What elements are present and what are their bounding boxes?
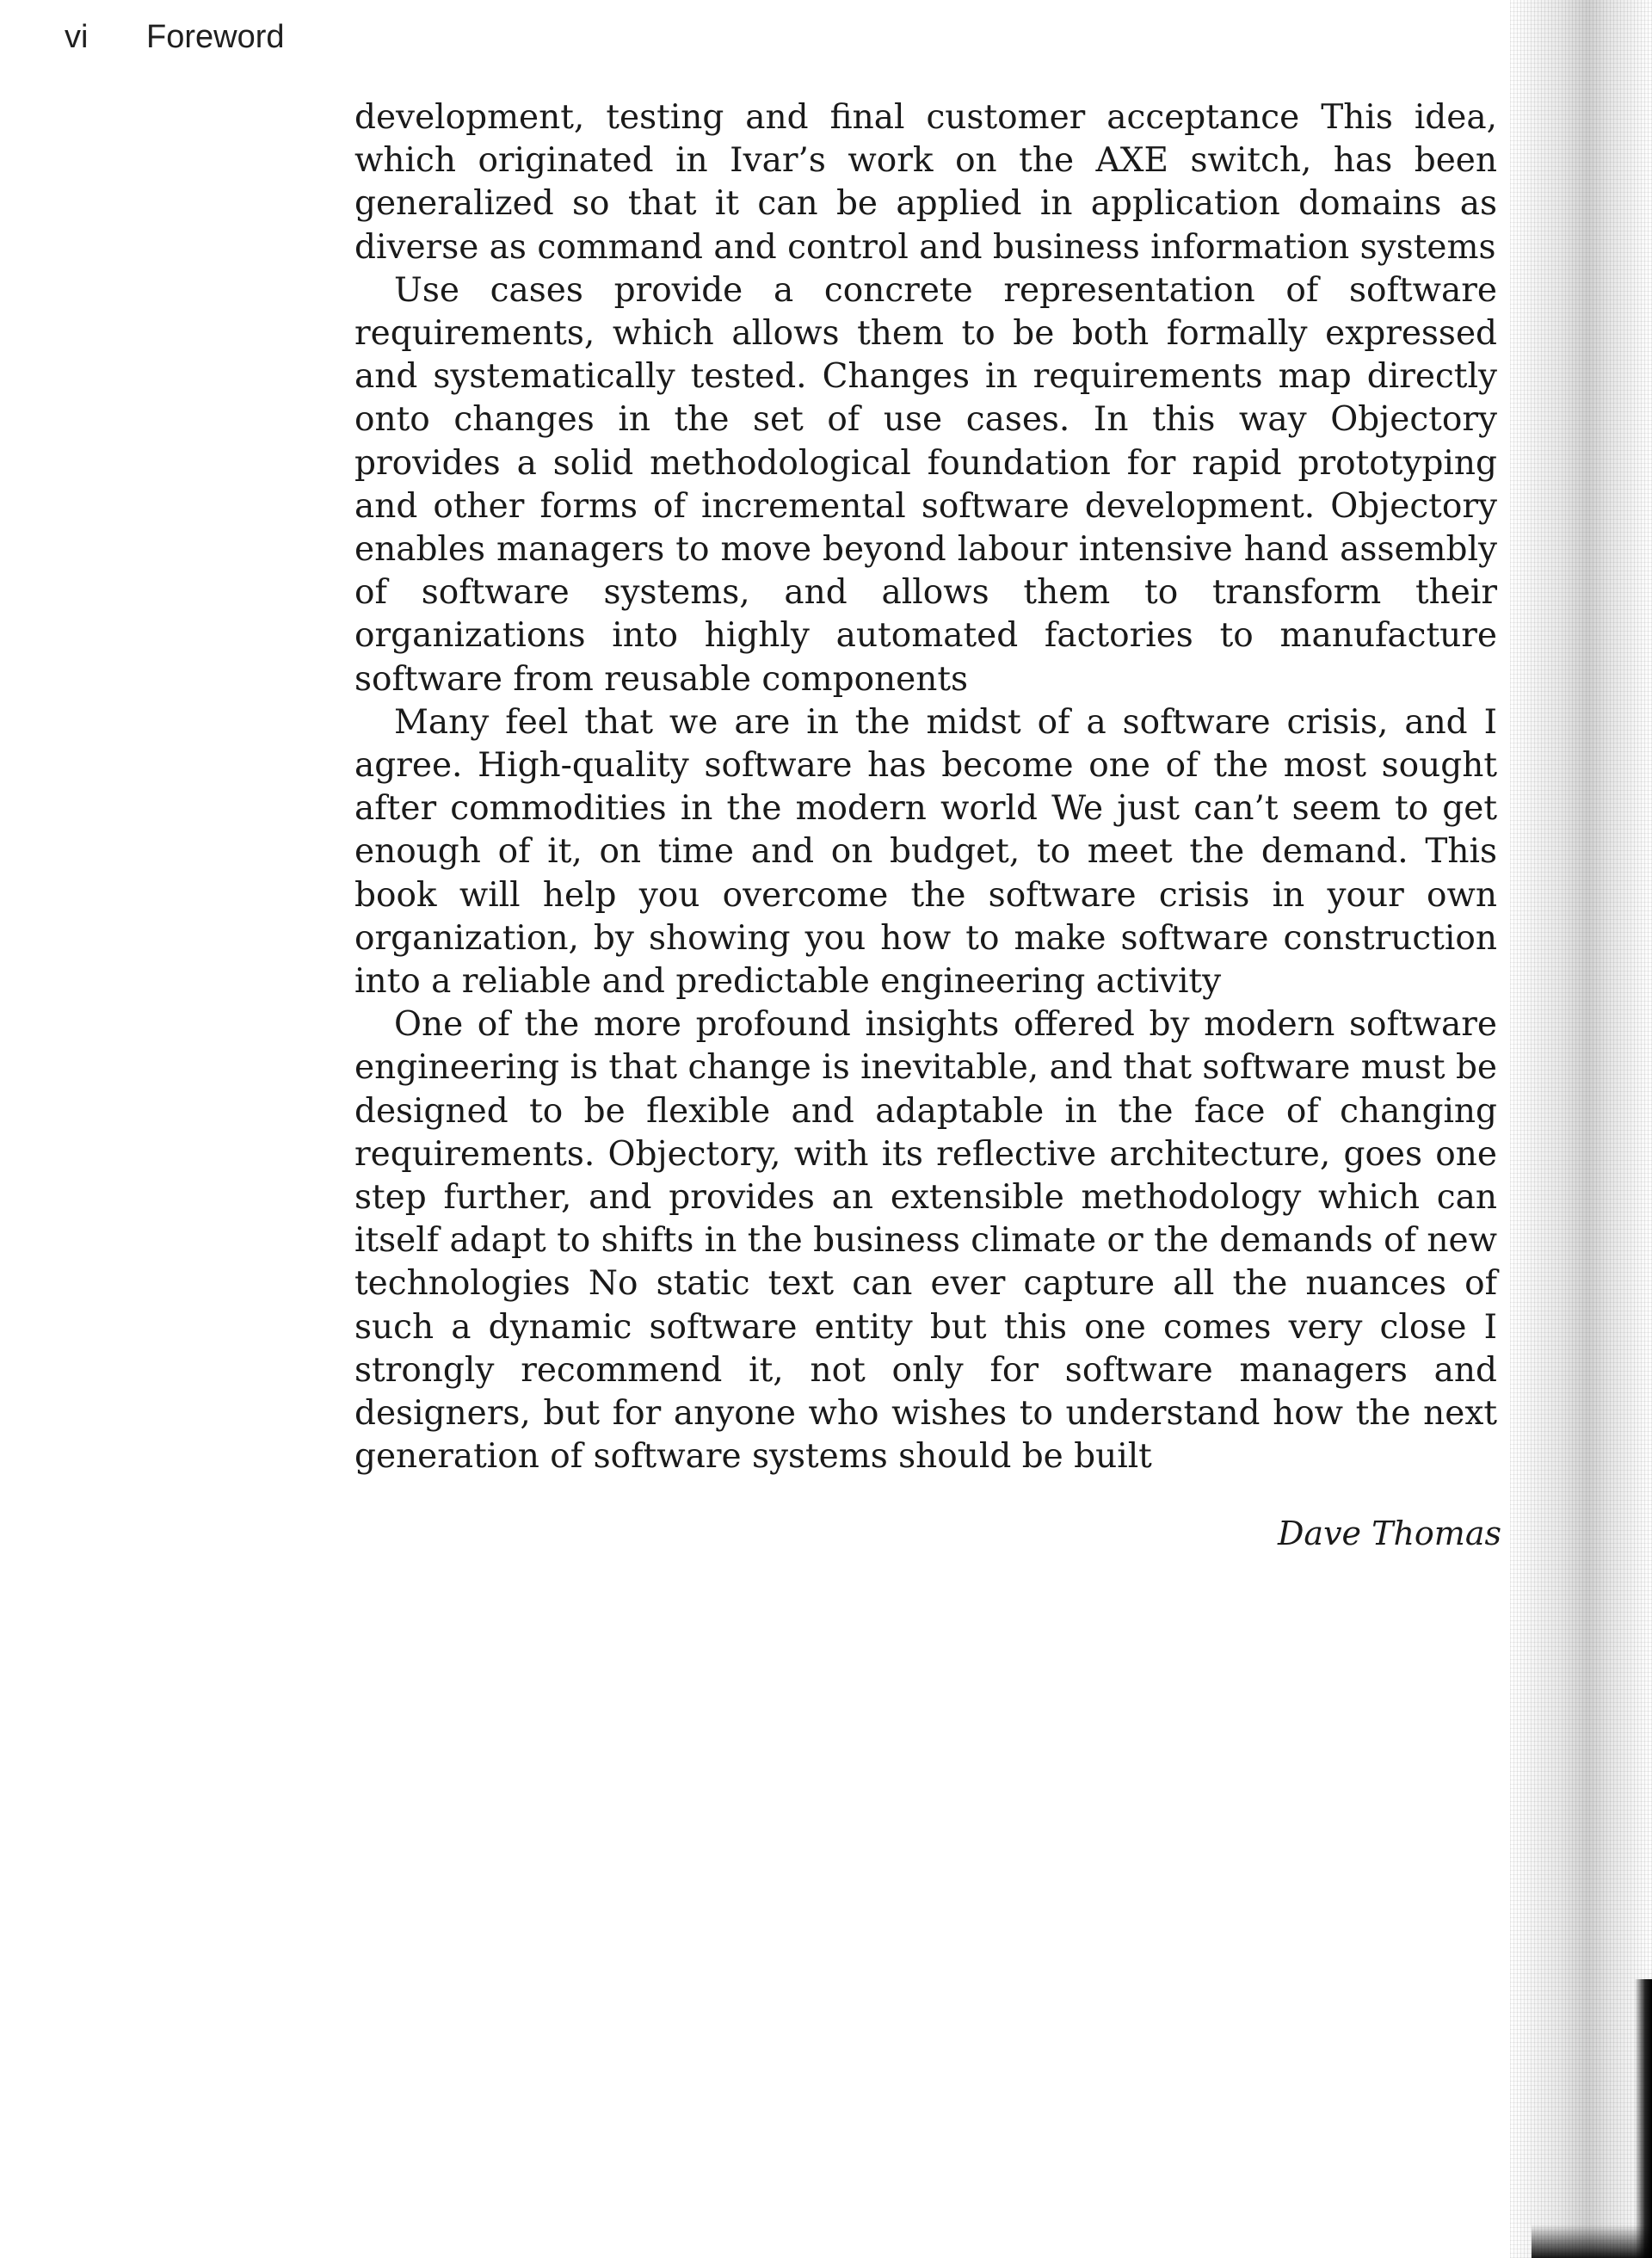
page-corner-shadow [1532,2224,1652,2258]
paragraph-software-crisis: Many feel that we are in the midst of a software crisis, and I agree. High-quality software has become one of the most sought after commodities in the modern world We just can’t seem to get enough of it, on time and on budget, to meet the demand. This book will help you overcome the software crisis in your own organization, by showing you how to make software construction into a reliable and predictable engineering activity [354,702,1497,1002]
paragraph-continued: development, testing and final customer acceptance This idea, which originated in Ivar’s work on the AXE switch, has been generalized so that it can be applied in application domains as diverse as command and control and business information systems [354,98,1497,267]
page-number: vi [65,19,89,55]
scan-texture [1510,0,1652,2258]
paragraph-use-cases: Use cases provide a concrete representation of software requirements, which allows them to be both formally expressed and systematically tested. Changes in requirements map directly onto changes in the set of use cases. In this way Objectory provides a solid methodological foundation for rapid prototyping and other forms of incremental software development. Objectory enables managers to move beyond labour intensive hand assembly of software systems, and allows them to transform their organizations into highly automated factories to manufacture software from reusable components [354,270,1497,699]
paragraph-change-inevitable: One of the more profound insights offered by modern software engineering is that change is inevitable, and that software must be designed to be flexible and adaptable in the face of changing requirements. Objectory, with its reflective architecture, goes one step further, and provides an extensible methodology which can itself adapt to shifts in the business climate or the demands of new technologies No static text can ever capture all the nuances of such a dynamic software entity but this one comes very close I strongly recommend it, not only for software managers and designers, but for anyone who wishes to understand how the next generation of software systems should be built [354,1005,1497,1477]
author-signature: Dave Thomas [1277,1515,1501,1552]
foreword-text [354,96,1497,1479]
page-edge-shadow [1635,1979,1652,2258]
section-title: Foreword [146,19,285,55]
running-head [65,19,285,56]
